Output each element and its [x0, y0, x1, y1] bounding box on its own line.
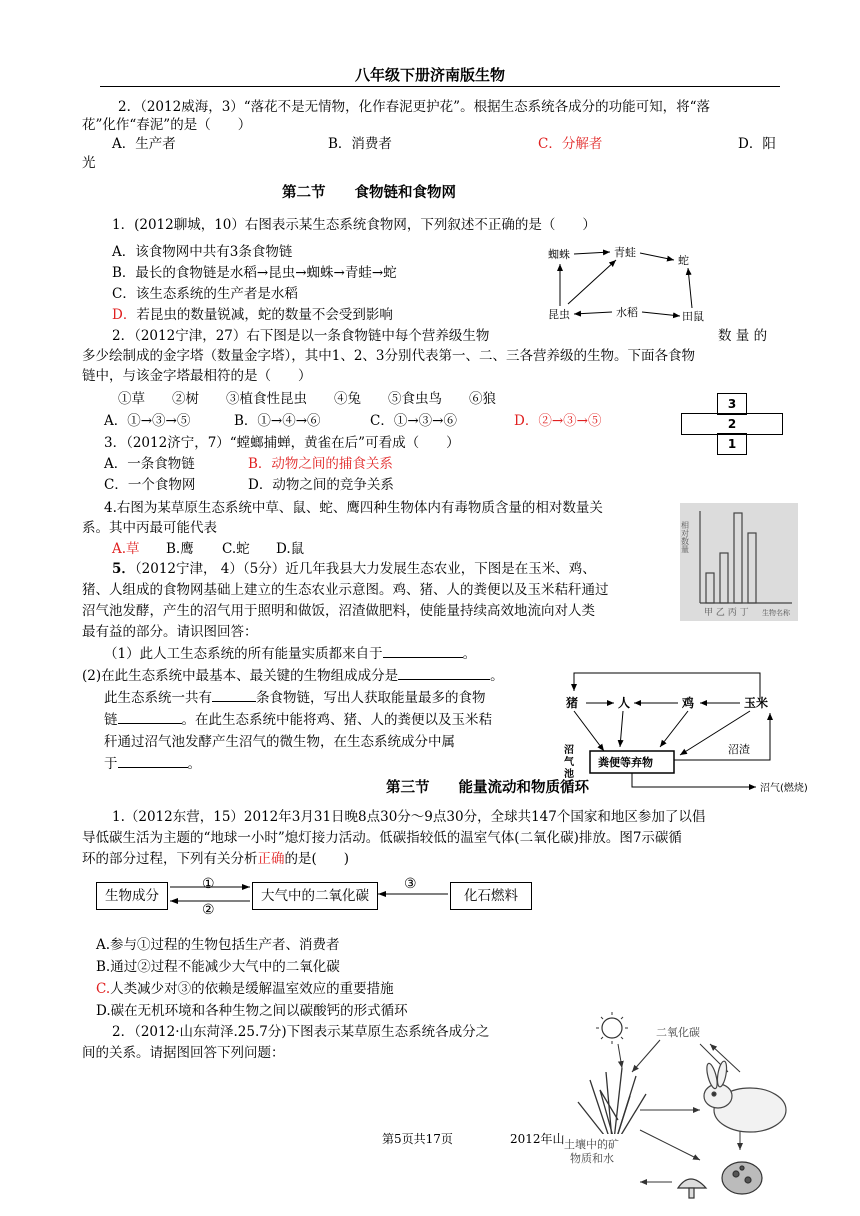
- q2-line1b: 数 量 的: [718, 328, 768, 344]
- q5-blank-3[interactable]: [212, 687, 256, 702]
- q3-1-line2: 导低碳生活为主题的“地球一小时”熄灯接力活动。低碳指较低的温室气体(二氧化碳)排放。图7示碳循: [82, 830, 682, 846]
- q3-opt-b: B．动物之间的捕食关系: [248, 456, 393, 472]
- q4-line1: 4.右图为某草原生态系统中草、鼠、蛇、鹰四种生物体内有毒物质含量的相对数量关: [104, 500, 603, 516]
- q3-1-line3: [82, 847, 349, 867]
- q-a2-line2: 花”化作“春泥”的是（ ）: [82, 117, 252, 133]
- q4-line2: 系。其中丙最可能代表: [82, 520, 217, 536]
- footer-page: 第5页共17页: [382, 1132, 453, 1146]
- web-mouse: 田鼠: [682, 310, 704, 323]
- pyramid-level-3: 3: [717, 393, 747, 415]
- pyramid-level-1: 1: [717, 433, 747, 455]
- q5-line2: 猪、人组成的食物网基础上建立的生态农业示意图。鸡、猪、人的粪便以及玉米秸秆通过: [82, 582, 609, 598]
- q5-sub2c-end: 。在此生态系统中能将鸡、猪、人的粪便以及玉米秸: [181, 712, 492, 728]
- q4-chart-xticks: 甲 乙 丙 丁: [704, 608, 749, 618]
- carbon-box-atmosphere: 大气中的二氧化碳: [252, 882, 378, 910]
- q5-blank-4[interactable]: [118, 709, 182, 724]
- q-a2-line4: 光: [82, 155, 96, 171]
- web-rice: 水稻: [616, 306, 638, 319]
- eco-chicken: 鸡: [682, 696, 695, 710]
- q2-opt-c: C．①→③→⑥: [370, 413, 457, 429]
- q5-sub2a-text: (2)在此生态系统中最基本、最关键的生物组成成分是: [82, 668, 399, 684]
- q4-chart-ylabel: 相对数量: [680, 521, 690, 553]
- q3-1-line1: 1.（2012东营，15）2012年3月31日晚8点30分～9点30分，全球共147个国家和地区参加了以倡: [112, 809, 706, 825]
- q3-1-line3-red: 正确: [257, 851, 285, 867]
- q5-sub2d: 秆通过沼气池发酵产生沼气的微生物，在生态系统成分中属: [104, 734, 455, 750]
- eco-pool-label1: 沼: [564, 745, 574, 756]
- q4-opt-c: C.蛇: [222, 541, 250, 557]
- q2-line3: 链中，与该金字塔最相符的是（ ）: [82, 368, 312, 384]
- eco-pig: 猪: [566, 696, 579, 710]
- eco-pool-label3: 池: [564, 769, 574, 780]
- q5-sub2a-end: 。: [490, 668, 504, 684]
- q4-bar-jia: [706, 573, 714, 603]
- q3-opt-d: D．动物之间的竞争关系: [248, 477, 394, 493]
- q3-opt-c: C．一个食物网: [104, 477, 196, 493]
- section-2-title: 第二节 食物链和食物网: [282, 184, 456, 201]
- q4-bar-bing: [734, 513, 742, 603]
- grassland-ecosystem-illustration: [560, 1010, 805, 1210]
- q3-1-line3-b: 的是( ): [284, 851, 350, 867]
- q1-opt-d: [112, 303, 393, 323]
- q5-sub1-end: 。: [462, 646, 477, 662]
- q-a2-opt-b: B．消费者: [328, 136, 392, 152]
- q5-sub2b-end: 条食物链，写出人获取能量最多的食物: [256, 690, 486, 706]
- q5-blank-5[interactable]: [118, 753, 188, 768]
- q5-sub1-text: （1）此人工生态系统的所有能量实质都来自于: [104, 646, 383, 662]
- q5-line1: [112, 557, 596, 577]
- q1-opt-a: A．该食物网中共有3条食物链: [112, 244, 293, 260]
- q1-opt-b: B．最长的食物链是水稻→昆虫→蜘蛛→青蛙→蛇: [112, 265, 397, 281]
- q5-blank-1[interactable]: [383, 643, 463, 658]
- q-a2-opt-c: C．分解者: [538, 136, 603, 152]
- web-frog: 青蛙: [614, 246, 636, 259]
- q2-opt-b: B．①→④→⑥: [234, 413, 321, 429]
- q2-line1a: 2．（2012宁津，27）右下图是以一条食物链中每个营养级生物: [112, 328, 490, 344]
- q5-blank-2[interactable]: [398, 665, 490, 680]
- q2-opt-a: A．①→③→⑤: [104, 413, 191, 429]
- footer-year: 2012年山: [510, 1132, 565, 1146]
- q5-line3: 沼气池发酵，产生的沼气用于照明和做饭，沼渣做肥料，使能量持续高效地流向对人类: [82, 603, 595, 619]
- q-a2-line1: 2．（2012威海，3）“落花不是无情物，化作春泥更护花”。根据生态系统各成分的功能可知，将“落: [118, 99, 710, 115]
- q3-1-opt-c-letter: C.: [96, 981, 111, 997]
- q1-opt-d-letter: D．: [112, 307, 137, 323]
- carbon-box-fossil: 化石燃料: [450, 882, 532, 910]
- eco-waste-box: 粪便等弃物: [598, 756, 653, 769]
- q5-sub2b-text: 此生态系统一共有: [104, 690, 212, 706]
- q4-bar-ding: [748, 533, 756, 603]
- q3-2-line2: 间的关系。请据图回答下列问题：: [82, 1045, 285, 1061]
- q3-1-opt-c: [96, 977, 394, 997]
- q3-1-opt-b: B.通过②过程不能减少大气中的二氧化碳: [96, 959, 340, 975]
- q5-sub2a: [82, 664, 504, 684]
- q2-line2: 多少绘制成的金字塔（数量金字塔），其中1、2、3分别代表第一、二、三各营养级的生物。下面各食物: [82, 348, 696, 364]
- eco-co2-label: 二氧化碳: [656, 1026, 700, 1039]
- food-web-diagram: [540, 240, 730, 330]
- q3-2-line1: 2．（2012·山东菏泽.25.7分)下图表示某草原生态系统各成分之: [112, 1024, 490, 1040]
- q3-opt-a: A．一条食物链: [104, 456, 195, 472]
- pyramid-level-2: 2: [681, 413, 783, 435]
- q5-sub2e-text: 于: [104, 756, 118, 772]
- web-snake: 蛇: [678, 254, 689, 267]
- carbon-label-2: ②: [202, 902, 215, 918]
- section-3-title: 第三节 能量流动和物质循环: [386, 779, 589, 796]
- q3-1-opt-a: A.参与①过程的生物包括生产者、消费者: [96, 937, 340, 953]
- header-rule: [100, 86, 780, 87]
- carbon-label-3: ③: [404, 876, 417, 892]
- eco-biogas: 沼气(燃烧): [760, 783, 808, 794]
- eco-human: 人: [618, 696, 631, 710]
- eco-soil-label-2: 物质和水: [570, 1152, 614, 1165]
- q5-number: 5．: [112, 561, 135, 577]
- q3-1-line3-a: 环的部分过程，下列有关分析: [82, 851, 258, 867]
- q5-line4: 最有益的部分。请识图回答：: [82, 624, 258, 640]
- q5-line1-text: （2012宁津， 4）（5分）近几年我县大力发展生态农业，下图是在玉米、鸡、: [134, 561, 596, 577]
- fungi-icon: [678, 1162, 762, 1198]
- q5-sub2b: [104, 686, 486, 706]
- web-spider: 蜘蛛: [548, 248, 570, 261]
- q1-opt-d-text: 若昆虫的数量锐减，蛇的数量不会受到影响: [136, 307, 393, 323]
- q4-bar-yi: [720, 553, 728, 603]
- q2-items: ①草 ②树 ③植食性昆虫 ④兔 ⑤食虫鸟 ⑥狼: [118, 391, 496, 407]
- q3-stem: 3．（2012济宁，7）“螳螂捕蝉，黄雀在后”可看成（ ）: [104, 435, 460, 451]
- q-a2-opt-a: A．生产者: [112, 136, 176, 152]
- q3-1-opt-c-text: 人类减少对③的依赖是缓解温室效应的重要措施: [110, 981, 394, 997]
- q5-sub2e-end: 。: [187, 756, 201, 772]
- carbon-label-1: ①: [202, 876, 215, 892]
- q5-sub2c: [104, 708, 492, 728]
- q3-1-opt-d: D.碳在无机环境和各种生物之间以碳酸钙的形式循环: [96, 1003, 408, 1019]
- q5-sub1: [104, 642, 476, 662]
- eco-corn: 玉米: [744, 696, 769, 710]
- q2-opt-d: D．②→③→⑤: [514, 413, 602, 429]
- q1-stem: 1．(2012聊城，10）右图表示某生态系统食物网，下列叙述不正确的是（ ）: [112, 217, 596, 233]
- q1-opt-c: C．该生态系统的生产者是水稻: [112, 286, 298, 302]
- q4-opt-b: B.鹰: [166, 541, 194, 557]
- sun-icon: [596, 1012, 628, 1044]
- q-a2-opt-d: D．阳: [738, 136, 776, 152]
- page-header-title: 八年级下册济南版生物: [354, 66, 505, 84]
- q4-chart: [680, 503, 798, 621]
- q4-opt-a: A.草: [112, 541, 140, 557]
- eco-soil-label-1: 土壤中的矿: [564, 1138, 619, 1151]
- web-insect: 昆虫: [548, 308, 570, 321]
- q5-sub2e: [104, 752, 201, 772]
- q4-opt-d: D.鼠: [276, 541, 305, 557]
- q4-chart-xlabel: 生物名称: [762, 609, 790, 617]
- eco-agriculture-diagram: [560, 665, 820, 803]
- eco-pool-label2: 气: [564, 757, 574, 768]
- q5-sub2c-text: 链: [104, 712, 118, 728]
- eco-residue: 沼渣: [728, 743, 750, 756]
- carbon-box-organisms: 生物成分: [96, 882, 168, 910]
- q4-chart-photo: [680, 503, 798, 621]
- rabbit-icon: [704, 1061, 786, 1132]
